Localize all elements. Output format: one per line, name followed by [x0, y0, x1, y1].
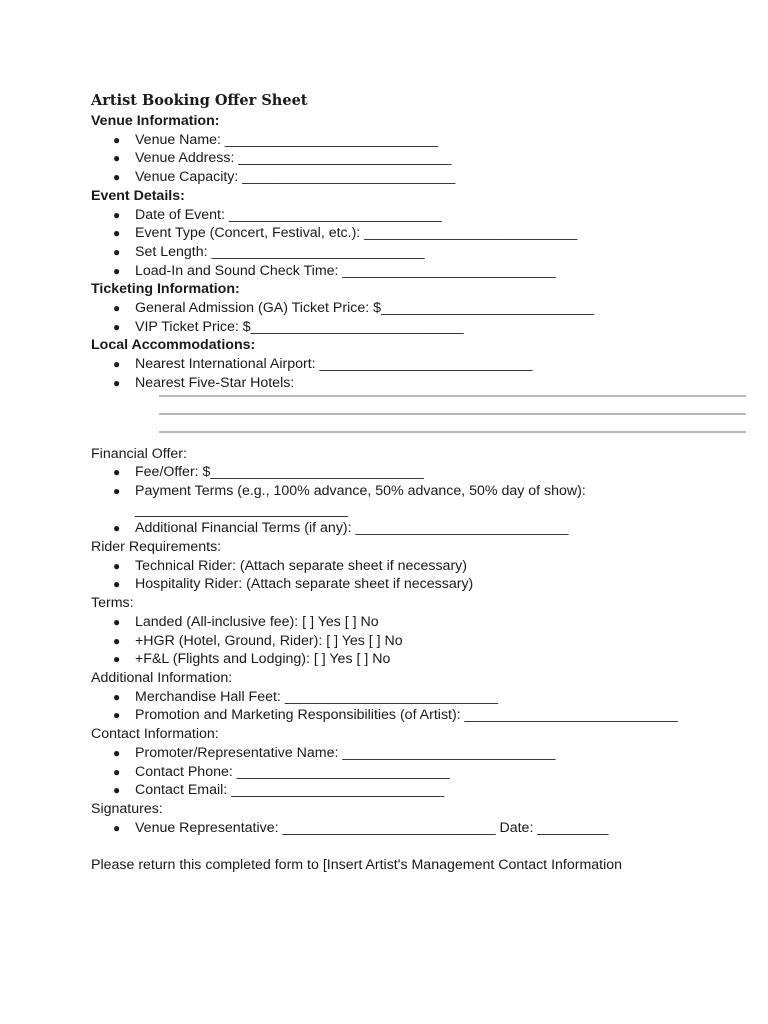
- accommodations-heading: Local Accommodations:: [91, 337, 256, 354]
- airport-field[interactable]: ● Nearest International Airport: ___________________________: [113, 356, 533, 373]
- bullet-icon: ●: [113, 151, 121, 166]
- fee-field[interactable]: ● Fee/Offer: $___________________________: [113, 464, 424, 481]
- hgr-checkbox-item[interactable]: ● +HGR (Hotel, Ground, Rider): [ ] Yes [ ] No: [113, 632, 403, 649]
- bullet-icon: ●: [113, 614, 121, 629]
- bullet-icon: ●: [113, 319, 121, 334]
- bullet-icon: ●: [113, 465, 121, 480]
- bullet-icon: ●: [113, 375, 121, 390]
- load-in-field[interactable]: ● Load-In and Sound Check Time: ___________________________: [113, 262, 556, 279]
- bullet-icon: ●: [113, 764, 121, 779]
- financial-list-2: [91, 519, 751, 538]
- ga-price-field[interactable]: ● General Admission (GA) Ticket Price: $___________________________: [113, 300, 595, 317]
- hotels-line[interactable]: [159, 413, 746, 415]
- hotels-field[interactable]: ● Nearest Five-Star Hotels:: [113, 374, 295, 391]
- additional-info-heading: Additional Information:: [91, 669, 233, 686]
- terms-heading: Terms:: [91, 595, 134, 612]
- event-type-field[interactable]: ● Event Type (Concert, Festival, etc.): ___________________________: [113, 225, 578, 242]
- contact-heading: Contact Information:: [91, 726, 219, 743]
- technical-rider-item: ● Technical Rider: (Attach separate sheet if necessary): [113, 557, 467, 574]
- financial-heading: Financial Offer:: [91, 445, 187, 462]
- contact-phone-field[interactable]: ● Contact Phone: ___________________________: [113, 763, 450, 780]
- terms-list: [91, 613, 751, 669]
- hotels-input-lines[interactable]: [159, 395, 751, 433]
- event-heading: Event Details:: [91, 187, 185, 204]
- accommodations-list: [91, 355, 751, 392]
- ticketing-heading: Ticketing Information:: [91, 281, 240, 298]
- venue-heading: Venue Information:: [91, 113, 220, 129]
- bullet-icon: ●: [113, 689, 121, 704]
- payment-terms-field[interactable]: ___________________________: [135, 501, 349, 518]
- promotion-field[interactable]: ● Promotion and Marketing Responsibilities (of Artist): ___________________________: [113, 707, 678, 724]
- footer-note: Please return this completed form to [Insert Artist's Management Contact Information: [91, 857, 623, 874]
- promoter-name-field[interactable]: ● Promoter/Representative Name: ___________________________: [113, 744, 556, 761]
- contact-list: [91, 744, 751, 800]
- bullet-icon: ●: [113, 226, 121, 241]
- bullet-icon: ●: [113, 633, 121, 648]
- ticketing-list: [91, 299, 751, 336]
- payment-terms-label: ● Payment Terms (e.g., 100% advance, 50% advance, 50% day of show):: [113, 482, 586, 499]
- bullet-icon: ●: [113, 357, 121, 372]
- document-title: Artist Booking Offer Sheet: [91, 92, 308, 109]
- bullet-icon: ●: [113, 301, 121, 316]
- fl-checkbox-item[interactable]: ● +F&L (Flights and Lodging): [ ] Yes [ ] No: [113, 651, 391, 668]
- bullet-icon: ●: [113, 207, 121, 222]
- bullet-icon: ●: [113, 783, 121, 798]
- event-list: [91, 206, 751, 281]
- bullet-icon: ●: [113, 263, 121, 278]
- hotels-line[interactable]: [159, 431, 746, 433]
- bullet-icon: ●: [113, 244, 121, 259]
- venue-rep-signature-field[interactable]: ● Venue Representative: ___________________________ Date: _________: [113, 819, 609, 836]
- offer-sheet-document: [91, 92, 751, 875]
- merch-field[interactable]: ● Merchandise Hall Feet: ___________________________: [113, 688, 498, 705]
- financial-list: [91, 463, 751, 500]
- hospitality-rider-item: ● Hospitality Rider: (Attach separate sheet if necessary): [113, 576, 474, 593]
- signatures-heading: Signatures:: [91, 800, 163, 817]
- additional-terms-field[interactable]: ● Additional Financial Terms (if any): ___________________________: [113, 520, 569, 537]
- venue-list: [91, 131, 751, 187]
- bullet-icon: ●: [113, 745, 121, 760]
- bullet-icon: ●: [113, 483, 121, 498]
- contact-email-field[interactable]: ● Contact Email: ___________________________: [113, 782, 445, 799]
- event-date-field[interactable]: ● Date of Event: ___________________________: [113, 206, 442, 223]
- bullet-icon: ●: [113, 132, 121, 147]
- venue-name-field[interactable]: ● Venue Name: ___________________________: [113, 131, 438, 148]
- rider-heading: Rider Requirements:: [91, 539, 222, 556]
- bullet-icon: ●: [113, 708, 121, 723]
- set-length-field[interactable]: ● Set Length: ___________________________: [113, 243, 425, 260]
- signatures-list: [91, 819, 751, 838]
- bullet-icon: ●: [113, 170, 121, 185]
- bullet-icon: ●: [113, 521, 121, 536]
- bullet-icon: ●: [113, 820, 121, 835]
- additional-info-list: [91, 688, 751, 725]
- venue-capacity-field[interactable]: ● Venue Capacity: ___________________________: [113, 169, 456, 186]
- bullet-icon: ●: [113, 577, 121, 592]
- hotels-line[interactable]: [159, 395, 746, 397]
- bullet-icon: ●: [113, 558, 121, 573]
- rider-list: [91, 557, 751, 594]
- bullet-icon: ●: [113, 652, 121, 667]
- landed-checkbox-item[interactable]: ● Landed (All-inclusive fee): [ ] Yes [ ] No: [113, 613, 379, 630]
- venue-address-field[interactable]: ● Venue Address: ___________________________: [113, 150, 452, 167]
- vip-price-field[interactable]: ● VIP Ticket Price: $___________________________: [113, 318, 464, 335]
